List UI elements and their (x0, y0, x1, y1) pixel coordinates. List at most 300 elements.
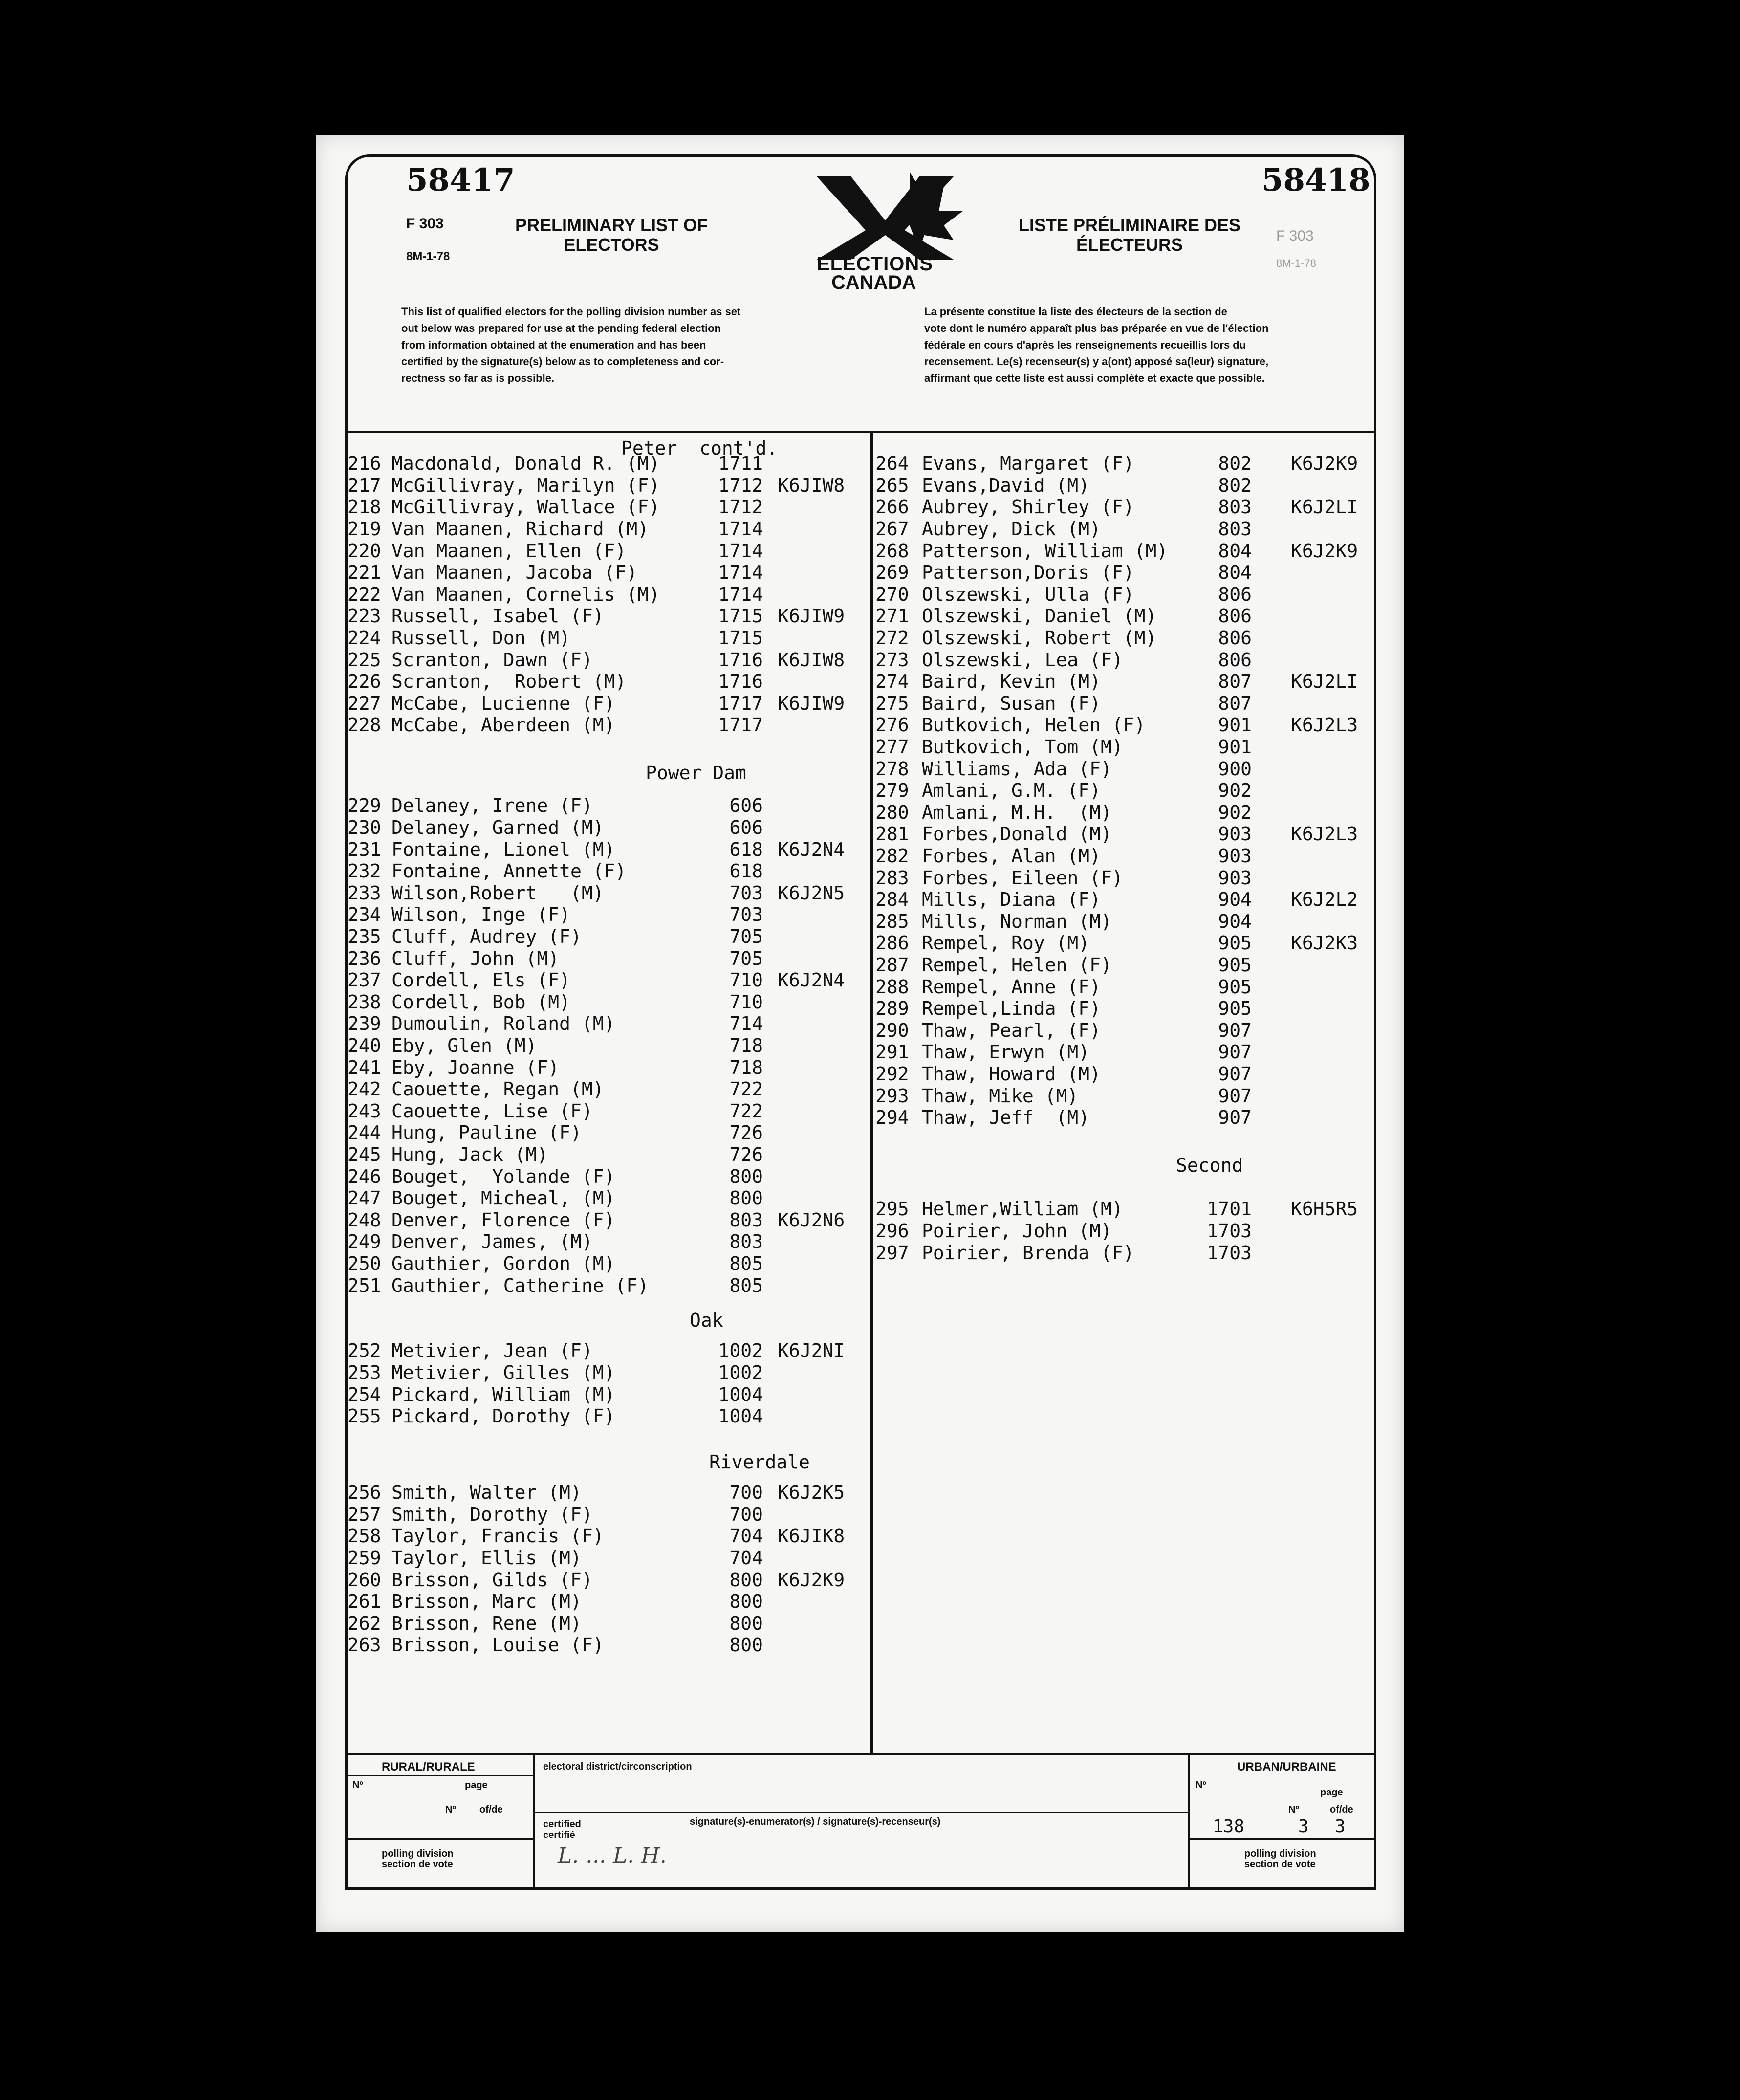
elector-name: Rempel, Anne (F) (922, 976, 1101, 998)
elector-name: Brisson, Gilds (F) (392, 1569, 593, 1591)
elector-number: 263 (348, 1634, 381, 1656)
house-number: 805 (729, 1252, 763, 1274)
elector-name: Denver, Florence (F) (392, 1209, 615, 1231)
house-number: 1711 (718, 453, 763, 475)
elector-row (875, 932, 1393, 954)
elector-number: 238 (348, 991, 381, 1013)
elector-row (348, 1100, 866, 1122)
house-number: 805 (729, 1274, 763, 1296)
title-english-line1: PRELIMINARY LIST OF (515, 215, 708, 235)
document-sheet (316, 135, 1404, 1932)
elector-name: Evans,David (M) (922, 474, 1090, 496)
elector-row (348, 1504, 866, 1525)
elector-name: Olszewski, Robert (M) (922, 627, 1157, 649)
elector-name: Rempel,Linda (F) (922, 998, 1101, 1020)
postal-code: K6J2L2 (1291, 889, 1358, 911)
street-heading: Power Dam (646, 762, 746, 784)
rural-of-label: of/de (479, 1804, 503, 1815)
elector-name: Poirier, John (M) (922, 1220, 1112, 1242)
elector-name: Cluff, Audrey (F) (392, 925, 582, 947)
elector-number: 267 (875, 518, 909, 540)
elector-row (348, 1547, 866, 1569)
house-number: 903 (1218, 845, 1252, 867)
house-number: 1714 (718, 562, 763, 584)
elector-name: Delaney, Irene (F) (392, 795, 593, 817)
rural-polling-en: polling division (382, 1848, 454, 1859)
elector-name: Williams, Ada (F) (922, 758, 1112, 780)
elector-number: 241 (348, 1056, 381, 1078)
elector-row (875, 1041, 1393, 1063)
elector-row (875, 714, 1393, 736)
house-number: 806 (1218, 583, 1252, 605)
elector-row (348, 1035, 866, 1056)
elector-row (875, 1063, 1393, 1085)
house-number: 903 (1218, 823, 1252, 845)
elector-number: 270 (875, 583, 909, 605)
elector-name: Van Maanen, Jacoba (F) (392, 562, 638, 584)
elector-row (348, 839, 866, 860)
elector-row (875, 562, 1393, 583)
elector-row (348, 1405, 866, 1427)
house-number: 806 (1218, 627, 1252, 649)
elector-name: Russell, Don (M) (392, 627, 571, 649)
elector-name: Amlani, G.M. (F) (922, 780, 1101, 802)
elector-row (348, 969, 866, 991)
elector-row (348, 795, 866, 816)
urban-of-label: of/de (1330, 1804, 1353, 1815)
elector-name: Russell, Isabel (F) (392, 605, 604, 627)
postal-code: K6J2L3 (1291, 823, 1358, 845)
elector-name: Van Maanen, Cornelis (M) (392, 583, 660, 605)
elector-row (875, 758, 1393, 780)
elector-row (348, 1187, 866, 1209)
elector-row (348, 1591, 866, 1612)
elector-number: 232 (348, 860, 381, 882)
postal-code: K6H5R5 (1291, 1198, 1358, 1220)
house-number: 1717 (718, 714, 763, 736)
elector-name: Fontaine, Lionel (M) (392, 838, 615, 860)
house-number: 804 (1218, 540, 1252, 562)
house-number: 803 (1218, 518, 1252, 540)
elector-number: 261 (348, 1591, 381, 1613)
elector-row (348, 1482, 866, 1503)
elector-number: 273 (875, 649, 909, 671)
house-number: 907 (1218, 1019, 1252, 1041)
urban-polling-fr: section de vote (1244, 1859, 1316, 1870)
elector-number: 249 (348, 1231, 381, 1253)
elector-number: 233 (348, 882, 381, 904)
elector-number: 283 (875, 867, 909, 889)
urban-no2-label: Nº (1288, 1804, 1299, 1815)
house-number: 902 (1218, 801, 1252, 823)
column-divider (870, 433, 873, 1753)
house-number: 714 (729, 1013, 763, 1035)
postal-code: K6JIW9 (778, 692, 845, 714)
house-number: 807 (1218, 692, 1252, 714)
footer-divider (348, 1838, 533, 1840)
house-number: 726 (729, 1122, 763, 1144)
postal-code: K6JIW8 (778, 474, 845, 496)
house-number: 703 (729, 904, 763, 926)
postal-code: K6J2K9 (1291, 453, 1358, 475)
house-number: 800 (729, 1591, 763, 1613)
elector-name: Butkovich, Tom (M) (922, 736, 1123, 758)
elector-name: Helmer,William (M) (922, 1198, 1123, 1220)
intro-paragraph-french (924, 304, 1364, 387)
elector-number: 243 (348, 1100, 381, 1122)
elector-row (348, 627, 866, 649)
house-number: 710 (729, 991, 763, 1013)
intro-line: recensement. Le(s) recenseur(s) y a(ont) apposé sa(leur) signature, (924, 355, 1269, 368)
elector-row (348, 453, 866, 474)
elector-number: 284 (875, 889, 909, 911)
elector-row (348, 584, 866, 605)
house-number: 618 (729, 838, 763, 860)
elector-number: 296 (875, 1220, 909, 1242)
elector-number: 221 (348, 562, 381, 584)
elector-row (875, 693, 1393, 714)
elector-name: Eby, Glen (M) (392, 1034, 537, 1056)
house-number: 1715 (718, 605, 763, 627)
elector-number: 245 (348, 1143, 381, 1165)
maple-leaf-x-icon (797, 167, 973, 260)
elector-number: 266 (875, 496, 909, 518)
elector-name: Smith, Walter (M) (392, 1482, 582, 1504)
elector-number: 291 (875, 1041, 909, 1063)
house-number: 703 (729, 882, 763, 904)
postal-code: K6J2LI (1291, 671, 1358, 693)
house-number: 1716 (718, 671, 763, 693)
elector-row (348, 1013, 866, 1034)
elector-number: 285 (875, 910, 909, 932)
elector-row (348, 1122, 866, 1143)
elector-row (348, 1231, 866, 1252)
elector-name: Gauthier, Catherine (F) (392, 1274, 649, 1296)
logo-text-line2: CANADA (831, 272, 916, 293)
rural-page-label: page (465, 1780, 488, 1791)
elector-number: 226 (348, 671, 381, 693)
elector-number: 268 (875, 540, 909, 562)
urban-label: URBAN/URBAINE (1237, 1760, 1336, 1773)
urban-page-value: 3 (1298, 1816, 1309, 1837)
elector-name: Caouette, Lise (F) (392, 1100, 593, 1122)
house-number: 904 (1218, 910, 1252, 932)
house-number: 700 (729, 1482, 763, 1504)
elector-number: 256 (348, 1482, 381, 1504)
elector-number: 279 (875, 780, 909, 802)
elector-number: 289 (875, 998, 909, 1020)
elector-name: Olszewski, Lea (F) (922, 649, 1123, 671)
house-number: 1002 (718, 1340, 763, 1362)
elections-canada-logo (797, 167, 973, 294)
form-date-left: 8M-1-78 (406, 250, 450, 263)
house-number: 704 (729, 1547, 763, 1569)
elector-number: 292 (875, 1063, 909, 1085)
elector-number: 223 (348, 605, 381, 627)
serial-number-right: 58418 (1262, 162, 1370, 198)
house-number: 901 (1218, 736, 1252, 758)
elector-row (875, 1220, 1393, 1242)
elector-name: Thaw, Pearl, (F) (922, 1019, 1101, 1041)
house-number: 722 (729, 1078, 763, 1100)
intro-line: fédérale en cours d'après les renseignements recueillis lors du (924, 339, 1246, 351)
house-number: 718 (729, 1056, 763, 1078)
title-french (993, 216, 1266, 255)
rural-label: RURAL/RURALE (382, 1760, 475, 1773)
rural-no-label: Nº (352, 1780, 363, 1791)
elector-name: Amlani, M.H. (M) (922, 801, 1112, 823)
urban-of-value: 3 (1335, 1816, 1346, 1837)
elector-row (875, 998, 1393, 1019)
elector-number: 217 (348, 474, 381, 496)
elector-number: 239 (348, 1013, 381, 1035)
house-number: 907 (1218, 1085, 1252, 1107)
house-number: 802 (1218, 453, 1252, 475)
elector-name: Caouette, Regan (M) (392, 1078, 604, 1100)
form-header (348, 157, 1374, 433)
form-code-right: F 303 (1276, 228, 1314, 244)
elector-row (875, 954, 1393, 976)
elector-name: Aubrey, Dick (M) (922, 518, 1101, 540)
elector-row (348, 714, 866, 736)
urban-page-label: page (1320, 1787, 1343, 1798)
elector-number: 274 (875, 671, 909, 693)
house-number: 803 (1218, 496, 1252, 518)
elector-number: 297 (875, 1242, 909, 1264)
elector-row (875, 911, 1393, 932)
intro-line: La présente constitue la liste des électeurs de la section de (924, 306, 1227, 318)
elector-row (348, 693, 866, 714)
elector-row (348, 518, 866, 540)
title-french-line1: LISTE PRÉLIMINAIRE DES (1018, 215, 1241, 235)
elector-row (348, 904, 866, 925)
elector-name: Patterson, William (M) (922, 540, 1168, 562)
elector-number: 287 (875, 954, 909, 976)
elector-number: 254 (348, 1383, 381, 1405)
elector-number: 288 (875, 976, 909, 998)
elector-name: Patterson,Doris (F) (922, 562, 1134, 584)
postal-code: K6J2K5 (778, 1482, 845, 1504)
elector-name: Van Maanen, Ellen (F) (392, 540, 627, 562)
postal-code: K6JIW8 (778, 649, 845, 671)
urban-no-value: 138 (1213, 1816, 1245, 1837)
elector-number: 260 (348, 1569, 381, 1591)
elector-name: Cluff, John (M) (392, 947, 560, 969)
elector-number: 231 (348, 838, 381, 860)
elector-number: 272 (875, 627, 909, 649)
elector-name: Forbes, Eileen (F) (922, 867, 1123, 889)
elector-row (348, 649, 866, 671)
house-number: 1701 (1207, 1198, 1252, 1220)
elector-name: Thaw, Mike (M) (922, 1085, 1079, 1107)
house-number: 710 (729, 969, 763, 991)
house-number: 905 (1218, 954, 1252, 976)
elector-row (875, 1198, 1393, 1220)
elector-number: 248 (348, 1209, 381, 1231)
house-number: 1714 (718, 518, 763, 540)
house-number: 804 (1218, 562, 1252, 584)
title-english (484, 216, 739, 255)
intro-line: from information obtained at the enumeration and has been (401, 339, 706, 351)
postal-code: K6JIK8 (778, 1525, 845, 1547)
house-number: 726 (729, 1143, 763, 1165)
elector-number: 295 (875, 1198, 909, 1220)
signature-label: signature(s)-enumerator(s) / signature(s)-recenseur(s) (690, 1816, 941, 1827)
house-number: 704 (729, 1525, 763, 1547)
house-number: 606 (729, 816, 763, 838)
elector-number: 228 (348, 714, 381, 736)
elector-number: 242 (348, 1078, 381, 1100)
elector-row (348, 475, 866, 496)
elector-row (348, 926, 866, 947)
house-number: 705 (729, 947, 763, 969)
elector-row (875, 867, 1393, 889)
elector-name: Taylor, Francis (F) (392, 1525, 604, 1547)
elector-number: 259 (348, 1547, 381, 1569)
elector-number: 293 (875, 1085, 909, 1107)
elector-number: 240 (348, 1034, 381, 1056)
elector-number: 218 (348, 496, 381, 518)
house-number: 1002 (718, 1361, 763, 1383)
house-number: 807 (1218, 671, 1252, 693)
elector-row (875, 518, 1393, 540)
elector-name: Cordell, Els (F) (392, 969, 571, 991)
street-heading: Peter cont'd. (621, 437, 778, 459)
elector-row (348, 882, 866, 904)
form-code-left: F 303 (406, 216, 444, 232)
elector-name: Delaney, Garned (M) (392, 816, 604, 838)
certified-label-fr: certifié (543, 1830, 575, 1840)
house-number: 1716 (718, 649, 763, 671)
rural-no2-label: Nº (445, 1804, 456, 1815)
serial-number-left: 58417 (406, 162, 515, 198)
elector-number: 255 (348, 1405, 381, 1427)
elector-number: 234 (348, 904, 381, 926)
elector-number: 264 (875, 453, 909, 475)
postal-code: K6J2N4 (778, 969, 845, 991)
elector-name: McGillivray, Wallace (F) (392, 496, 660, 518)
elector-name: Forbes, Alan (M) (922, 845, 1101, 867)
elector-name: Poirier, Brenda (F) (922, 1242, 1134, 1264)
intro-line: out below was prepared for use at the pending federal election (401, 322, 721, 334)
elector-name: Scranton, Dawn (F) (392, 649, 593, 671)
elector-row (875, 1242, 1393, 1264)
house-number: 806 (1218, 605, 1252, 627)
elector-row (348, 1166, 866, 1187)
footer-divider (533, 1755, 535, 1890)
footer-divider (535, 1812, 1188, 1813)
elector-name: Mills, Norman (M) (922, 910, 1112, 932)
elector-number: 294 (875, 1107, 909, 1129)
postal-code: K6JIW9 (778, 605, 845, 627)
elector-name: McGillivray, Marilyn (F) (392, 474, 660, 496)
elector-row (875, 453, 1393, 474)
postal-code: K6J2N5 (778, 882, 845, 904)
elector-row (875, 475, 1393, 496)
footer-divider (1188, 1838, 1374, 1840)
elector-name: Wilson,Robert (M) (392, 882, 604, 904)
electors-form (345, 154, 1376, 1890)
house-number: 800 (729, 1569, 763, 1591)
house-number: 800 (729, 1165, 763, 1187)
elector-name: Smith, Dorothy (F) (392, 1503, 593, 1525)
elector-name: Bouget, Micheal, (M) (392, 1187, 615, 1209)
elector-name: Brisson, Marc (M) (392, 1591, 582, 1613)
elector-name: Evans, Margaret (F) (922, 453, 1134, 475)
house-number: 606 (729, 795, 763, 817)
elector-number: 219 (348, 518, 381, 540)
certified-label-en: certified (543, 1819, 581, 1830)
elector-row (875, 1085, 1393, 1107)
elector-row (348, 1057, 866, 1078)
elector-name: Rempel, Roy (M) (922, 932, 1090, 954)
house-number: 902 (1218, 780, 1252, 802)
house-number: 618 (729, 860, 763, 882)
elector-name: Taylor, Ellis (M) (392, 1547, 582, 1569)
house-number: 1714 (718, 540, 763, 562)
elector-number: 262 (348, 1612, 381, 1634)
elector-number: 224 (348, 627, 381, 649)
postal-code: K6J2L3 (1291, 714, 1358, 736)
house-number: 905 (1218, 932, 1252, 954)
elector-number: 247 (348, 1187, 381, 1209)
elector-number: 258 (348, 1525, 381, 1547)
elector-row (348, 860, 866, 882)
intro-line: vote dont le numéro apparaît plus bas préparée en vue de l'élection (924, 322, 1269, 334)
elector-number: 246 (348, 1165, 381, 1187)
intro-line: This list of qualified electors for the polling division number as set (401, 306, 741, 318)
elector-row (875, 627, 1393, 649)
house-number: 904 (1218, 889, 1252, 911)
elector-number: 290 (875, 1019, 909, 1041)
elector-number: 278 (875, 758, 909, 780)
house-number: 718 (729, 1034, 763, 1056)
elector-name: Aubrey, Shirley (F) (922, 496, 1134, 518)
house-number: 907 (1218, 1107, 1252, 1129)
elector-row (348, 1144, 866, 1165)
elector-number: 220 (348, 540, 381, 562)
enumerator-signature: L. ... L. H. (558, 1843, 667, 1868)
house-number: 1703 (1207, 1242, 1252, 1264)
postal-code: K6J2LI (1291, 496, 1358, 518)
street-heading: Riverdale (709, 1451, 810, 1473)
elector-number: 252 (348, 1340, 381, 1362)
elector-number: 230 (348, 816, 381, 838)
house-number: 803 (729, 1231, 763, 1253)
footer-divider (348, 1775, 533, 1776)
elector-name: Bouget, Yolande (F) (392, 1165, 615, 1187)
elector-row (348, 1569, 866, 1591)
street-heading: Second (1176, 1155, 1243, 1177)
elector-row (875, 845, 1393, 867)
elector-row (348, 1362, 866, 1383)
elector-number: 282 (875, 845, 909, 867)
elector-row (348, 991, 866, 1013)
elector-row (875, 584, 1393, 605)
elector-row (348, 1253, 866, 1274)
logo-text-line1: ELECTIONS (817, 253, 933, 275)
house-number: 800 (729, 1612, 763, 1634)
elector-number: 235 (348, 925, 381, 947)
postal-code: K6J2K3 (1291, 932, 1358, 954)
elector-number: 277 (875, 736, 909, 758)
elector-row (875, 540, 1393, 562)
elector-name: Baird, Kevin (M) (922, 671, 1101, 693)
house-number: 800 (729, 1187, 763, 1209)
elector-name: Rempel, Helen (F) (922, 954, 1112, 976)
elector-row (875, 496, 1393, 518)
intro-line: certified by the signature(s) below as to completeness and cor- (401, 355, 724, 368)
